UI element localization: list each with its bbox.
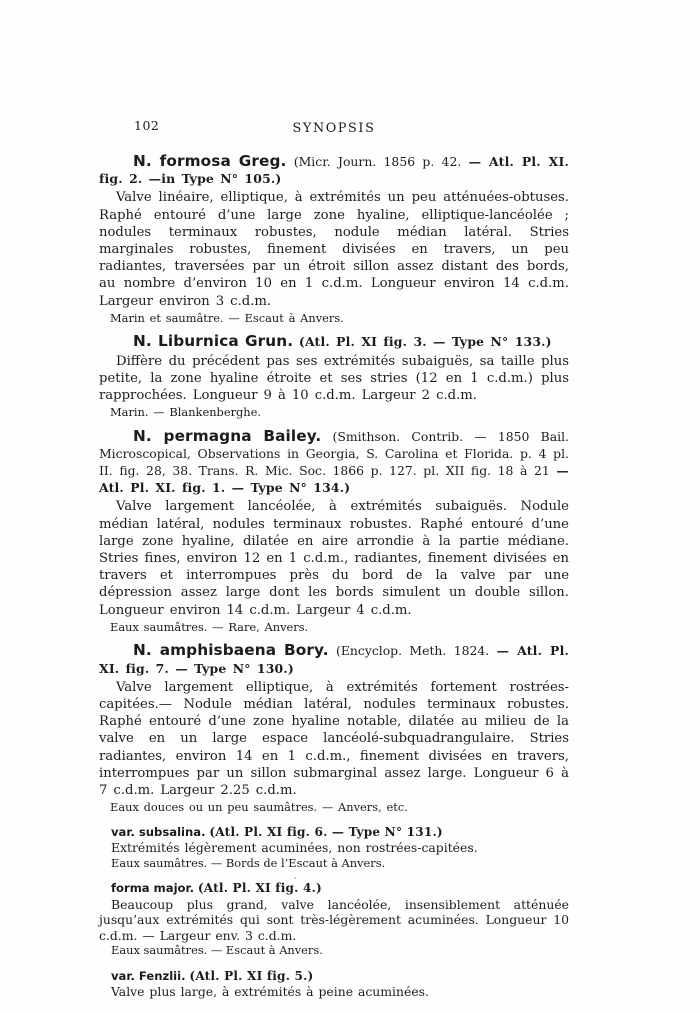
species-name: N. permagna Bailey.	[133, 426, 322, 445]
species-description: Diffère du précédent pas ses extrémités subaiguës, sa taille plus petite, la zone hyaline étroite et ses stries (12 en 1 c.d.m.) plus rapprochées. Longueur 9 à 10 c.d.m. Largeur 2 c.d.m.	[99, 353, 569, 403]
species-citation: (Encyclop. Meth. 1824.	[336, 643, 490, 659]
habitat-note: Marin. — Blankenberghe.	[110, 405, 261, 420]
variant-name: var. subsalina.	[111, 824, 206, 839]
species-description: Valve largement elliptique, à extrémités fortement rostrées-capitées.— Nodule médian latéral, nodules terminaux robustes. Raphé entouré d’une zone hyaline notable, dilatée au milieu de la valve en un large espace lancéolé-subquadrangulaire. Stries radiantes, environ 14 en 1 c.d.m., finement divisées en travers, interrompues par un sillon submarginal assez large. Longueur 6 à 7 c.d.m. Largeur 2.25 c.d.m.	[99, 679, 569, 798]
species-section-permagna	[99, 428, 569, 635]
running-head	[99, 117, 569, 134]
species-citation-atlas: — Atl. Pl. XI. fig. 1. — Type N° 134.)	[99, 463, 569, 496]
species-section-formosa	[99, 153, 569, 325]
variant-description: Extrémités légèrement acuminées, non rostrées-capitées.	[111, 840, 478, 856]
species-citation: (Micr. Journ. 1856 p. 42.	[293, 154, 462, 169]
variant-citation: (Atl. Pl. XI fig. 6. — Type N° 131.)	[209, 824, 443, 839]
variant-fenzlii	[99, 969, 569, 1000]
species-section-amphisbaena	[99, 642, 569, 999]
variant-heading	[99, 825, 569, 841]
variant-heading	[99, 969, 569, 985]
species-description: Valve largement lancéolée, à extrémités subaiguës. Nodule médian latéral, nodules terminaux robustes. Raphé entouré d’une large zone hyaline, dilatée en aire arrondie à la partie médiane. Stries fines, environ 12 en 1 c.d.m., radiantes, finement divisées en travers et interrompues près du bord de la valve par une dépression assez large dont les bords simulent un double sillon. Longueur environ 14 c.d.m. Largeur 4 c.d.m.	[99, 499, 569, 618]
variant-description: Valve plus large, à extrémités à peine acuminées.	[111, 984, 429, 1000]
variant-habitat-note: Eaux saumâtres. — Escaut à Anvers.	[111, 943, 323, 958]
variant-description: Beaucoup plus grand, valve lancéolée, insensiblement atténuée jusqu’aux extrémités qui sont très-légèrement acuminées. Longueur 10 c.d.m. — Largeur env. 3 c.d.m.	[99, 896, 569, 943]
species-heading	[99, 333, 569, 350]
variant-heading	[99, 881, 569, 897]
species-citation-atlas: — Atl. Pl. XI. fig. 7. — Type N° 130.)	[99, 643, 569, 676]
species-citation: (Smithson. Contrib. — 1850 Bail. Microscopical, Observations in Georgia, S. Carolina et Florida. p. 4 pl. II. fig. 28, 38. Trans. R. Mic. Soc. 1866 p. 127. pl. XII fig. 18 à 21	[99, 428, 569, 479]
variant-forma-major	[99, 881, 569, 959]
species-heading	[99, 642, 569, 676]
habitat-note: Eaux douces ou un peu saumâtres. — Anvers, etc.	[110, 800, 408, 815]
variant-name: var. Fenzlii.	[111, 968, 186, 983]
species-name: N. amphisbaena Bory.	[133, 641, 329, 660]
species-name: N. Liburnica Grun.	[133, 332, 294, 351]
species-name: N. formosa Greg.	[133, 152, 287, 170]
page-content	[99, 117, 569, 1008]
variant-subsalina	[99, 825, 569, 871]
running-title-wrap	[99, 117, 569, 136]
species-description: Valve linéaire, elliptique, à extrémités un peu atténuées-obtuses. Raphé entouré d’une large zone hyaline, elliptique-lancéolée ; nodules terminaux robustes, nodule médian latéral. Stries marginales robustes, finement divisées en travers, un peu radiantes, traversées par un étroit sillon assez distant des bords, au nombre d’environ 10 en 1 c.d.m. Longueur environ 14 c.d.m. Largeur environ 3 c.d.m.	[99, 190, 569, 309]
species-section-liburnica	[99, 333, 569, 419]
species-citation-atlas: — Atl. Pl. XI. fig. 2. —in Type N° 105.)	[99, 154, 569, 187]
habitat-note: Marin et saumâtre. — Escaut à Anvers.	[110, 310, 344, 325]
page-number: 102	[134, 118, 160, 133]
habitat-note: Eaux saumâtres. — Rare, Anvers.	[110, 619, 309, 634]
variant-name: forma major.	[111, 881, 194, 896]
species-citation-atlas: (Atl. Pl. XI fig. 3. — Type N° 133.)	[298, 334, 552, 350]
species-heading	[99, 428, 569, 497]
scan-speck	[294, 877, 296, 879]
running-title: SYNOPSIS	[292, 121, 376, 136]
species-heading	[99, 153, 569, 187]
variant-habitat-note: Eaux saumâtres. — Bords de l’Escaut à Anvers.	[111, 855, 386, 870]
variant-citation: (Atl. Pl. XI fig. 5.)	[189, 968, 314, 983]
variant-citation: (Atl. Pl. XI fig. 4.)	[197, 881, 322, 896]
